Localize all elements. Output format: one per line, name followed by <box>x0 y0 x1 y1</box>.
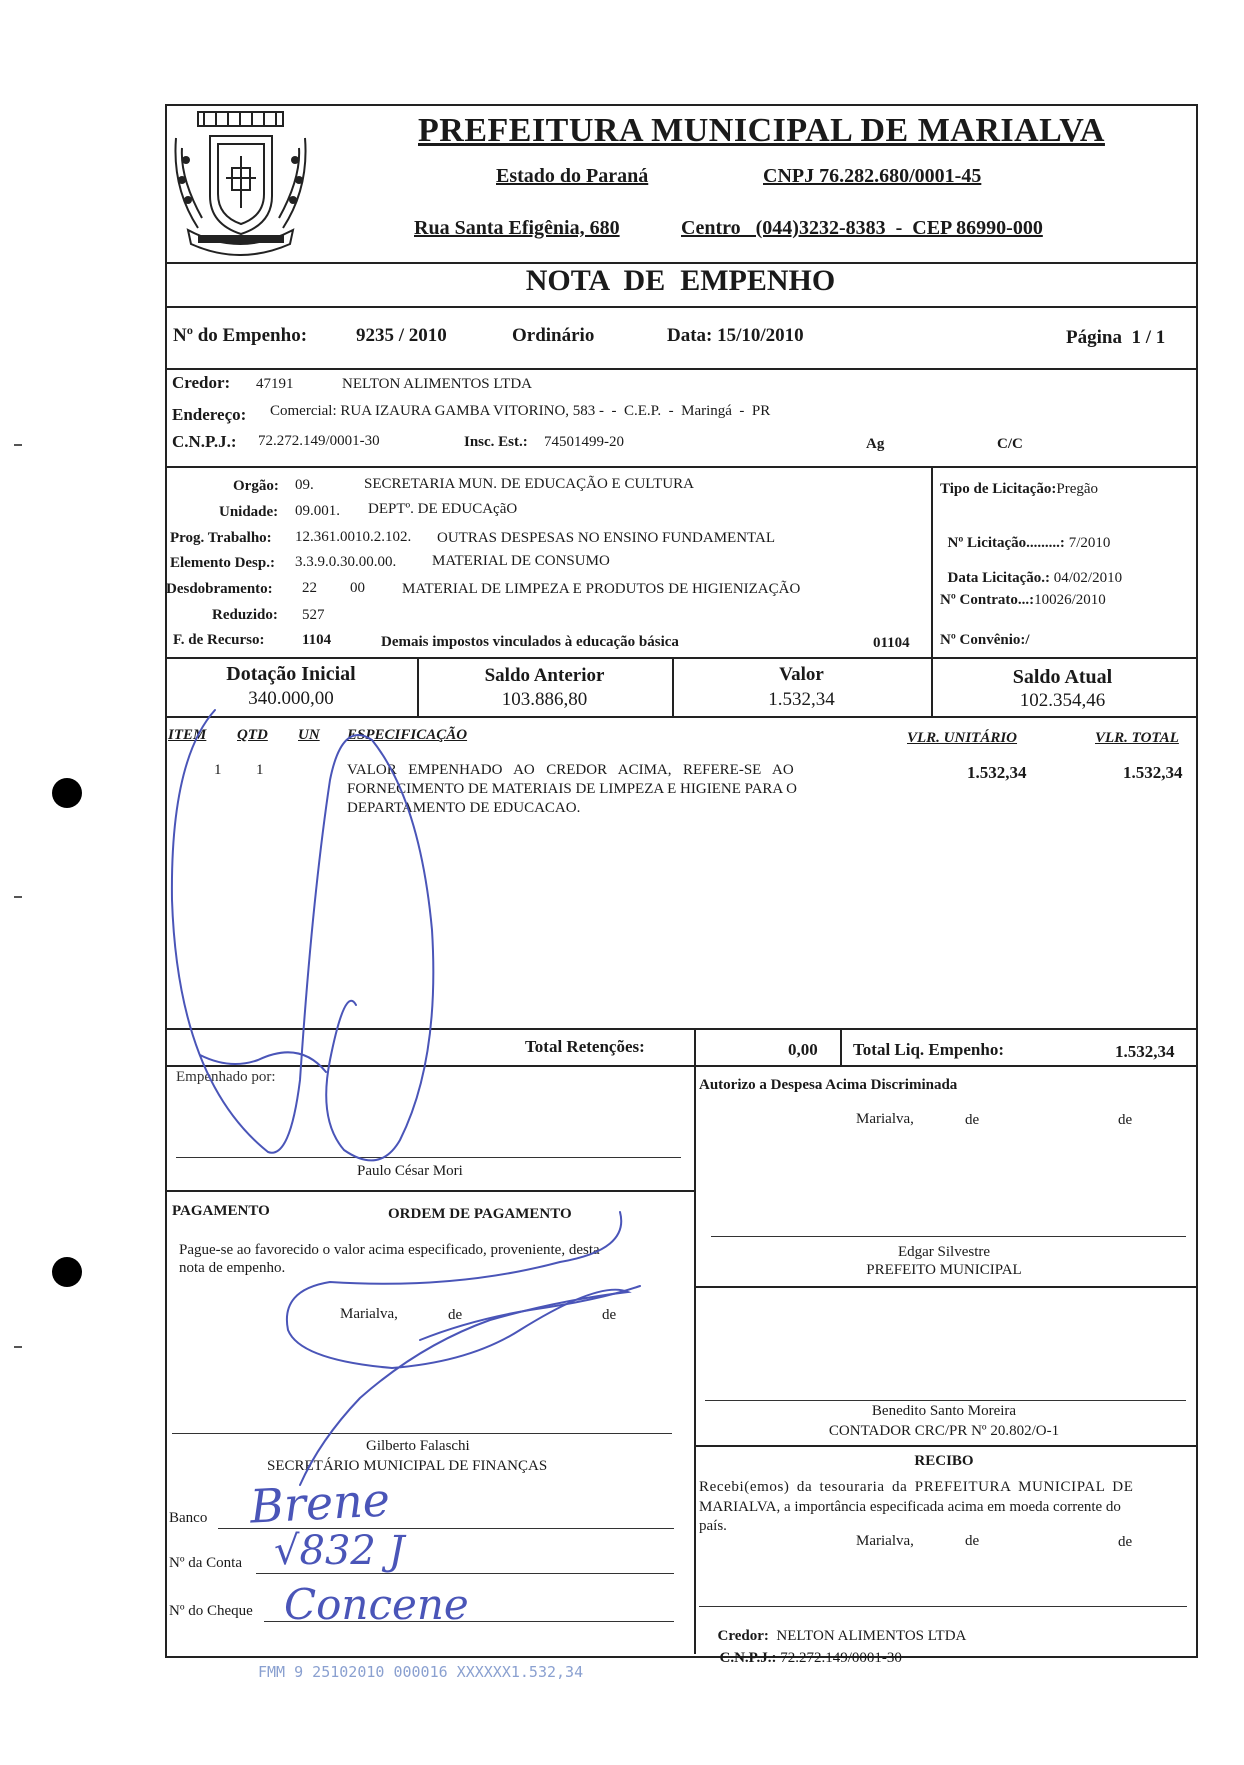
numero-licitacao-value: 7/2010 <box>1068 535 1111 551</box>
tipo-licitacao <box>940 481 1098 498</box>
dotacao-inicial-value: 340.000,00 <box>248 688 334 709</box>
item-number: 1 <box>214 762 222 778</box>
recibo-de-2: de <box>1118 1534 1133 1550</box>
orgao-label: Orgão: <box>233 478 279 494</box>
total-retencoes-value: 0,00 <box>788 1040 818 1059</box>
valor-value: 1.532,34 <box>768 689 835 710</box>
col-item: ITEM <box>168 727 207 743</box>
account-label: C/C <box>997 436 1023 452</box>
autorizo-label: Autorizo a Despesa Acima Discriminada <box>699 1077 958 1093</box>
recibo-cnpj <box>712 1633 902 1667</box>
prefeito-name: Edgar Silvestre <box>897 1244 991 1260</box>
reduzido-label: Reduzido: <box>212 607 278 623</box>
recibo-credor-label: Credor: <box>717 1628 769 1644</box>
recurso-name: Demais impostos vinculados à educação básica <box>381 634 679 650</box>
insc-est-label: Insc. Est.: <box>464 434 528 450</box>
tipo-licitacao-label: Tipo de Licitação: <box>940 481 1057 497</box>
cnpj-label: CNPJ 76.282.680/0001-45 <box>763 165 982 187</box>
margin-mark <box>14 444 22 446</box>
item-spec-line-1: VALOR EMPENHADO AO CREDOR ACIMA, REFERE-SE AO <box>347 762 794 778</box>
recurso-code-2: 01104 <box>873 635 910 651</box>
municipality-title: PREFEITURA MUNICIPAL DE MARIALVA <box>418 112 1105 149</box>
item-spec-line-2: FORNECIMENTO DE MATERIAIS DE LIMPEZA E HIGIENE PARA O <box>347 781 798 797</box>
recibo-cnpj-value: 72.272.149/0001-30 <box>780 1650 902 1666</box>
total-liquido-value: 1.532,34 <box>1115 1042 1175 1061</box>
banco-handwritten: Brene <box>248 1472 392 1534</box>
prog-trabalho-name: OUTRAS DESPESAS NO ENSINO FUNDAMENTAL <box>437 530 775 546</box>
pagamento-city: Marialva, <box>340 1306 398 1322</box>
reduzido-value: 527 <box>302 607 325 623</box>
total-liquido-label: Total Liq. Empenho: <box>853 1040 1004 1059</box>
prefeito-title: PREFEITO MUNICIPAL <box>866 1262 1022 1278</box>
pagamento-text-line-2: nota de empenho. <box>179 1260 286 1276</box>
prog-trabalho-code: 12.361.0010.2.102. <box>295 529 412 545</box>
pagamento-text-line-1: Pague-se ao favorecido o valor acima especificado, proveniente, desta <box>179 1242 600 1258</box>
item-qtd: 1 <box>256 762 264 778</box>
unidade-label: Unidade: <box>219 504 279 520</box>
credor-cnpj-label: C.N.P.J.: <box>172 432 237 451</box>
elemento-name: MATERIAL DE CONSUMO <box>432 553 610 569</box>
saldo-anterior-value: 103.886,80 <box>501 689 588 710</box>
autorizo-city: Marialva, <box>856 1111 914 1127</box>
recibo-cnpj-label: C.N.P.J.: <box>719 1650 777 1666</box>
cheque-label: Nº do Cheque <box>169 1603 253 1619</box>
pagamento-de-2: de <box>602 1307 617 1323</box>
municipal-coat-of-arms <box>168 108 313 256</box>
col-vlr-unitario: VLR. UNITÁRIO <box>907 730 1018 746</box>
desdobramento-sub: 00 <box>350 580 365 596</box>
document-title: NOTA DE EMPENHO <box>525 264 836 297</box>
desdobramento-name: MATERIAL DE LIMPEZA E PRODUTOS DE HIGIENIZAÇÃO <box>402 581 801 597</box>
recibo-text-line-3: país. <box>699 1518 727 1534</box>
recibo-text-line-1: Recebi(emos) da tesouraria da PREFEITURA MUNICIPAL DE <box>699 1479 1134 1495</box>
bank-authentication-stamp: FMM 9 25102010 000016 XXXXXX1.532,34 <box>258 1663 584 1681</box>
data-licitacao-label: Data Licitação.: <box>947 570 1050 586</box>
pagamento-de-1: de <box>448 1307 463 1323</box>
margin-mark <box>14 1346 22 1348</box>
recibo-label: RECIBO <box>914 1453 974 1469</box>
conta-handwritten: √832 J <box>274 1528 405 1574</box>
credor-code: 47191 <box>256 376 294 392</box>
agency-label: Ag <box>866 436 885 452</box>
empenhado-por-label: Empenhado por: <box>176 1069 276 1085</box>
numero-convenio-label: Nº Convênio:/ <box>940 632 1030 648</box>
empenhado-por-name: Paulo César Mori <box>357 1163 463 1179</box>
credor-label: Credor: <box>172 373 231 392</box>
recurso-code: 1104 <box>302 632 332 648</box>
item-vlr-unitario: 1.532,34 <box>967 763 1027 782</box>
recibo-text-line-2: MARIALVA, a importância especificada acima em moeda corrente do <box>699 1499 1121 1515</box>
dotacao-inicial-label: Dotação Inicial <box>226 663 356 685</box>
margin-mark <box>14 896 22 898</box>
punch-hole-bottom <box>52 1257 82 1287</box>
numero-licitacao <box>940 518 1110 552</box>
orgao-name: SECRETARIA MUN. DE EDUCAÇÃO E CULTURA <box>364 476 694 492</box>
district-phone-cep: Centro (044)3232-8383 - CEP 86990-000 <box>681 217 1043 239</box>
secretario-name: Gilberto Falaschi <box>366 1438 470 1454</box>
saldo-anterior-label: Saldo Anterior <box>484 665 605 686</box>
autorizo-de-2: de <box>1118 1112 1133 1128</box>
saldo-atual-label: Saldo Atual <box>1012 666 1113 688</box>
empenho-number: 9235 / 2010 <box>356 325 447 346</box>
ordem-pagamento-label: ORDEM DE PAGAMENTO <box>388 1206 572 1222</box>
prog-trabalho-label: Prog. Trabalho: <box>170 530 272 546</box>
banco-label: Banco <box>169 1510 208 1526</box>
elemento-code: 3.3.9.0.30.00.00. <box>295 554 397 570</box>
credor-name: NELTON ALIMENTOS LTDA <box>342 376 533 392</box>
total-retencoes-label: Total Retenções: <box>525 1037 645 1056</box>
data-licitacao-value: 04/02/2010 <box>1053 570 1123 586</box>
item-spec-line-3: DEPARTAMENTO DE EDUCACAO. <box>347 800 581 816</box>
insc-est-value: 74501499-20 <box>544 434 624 450</box>
numero-contrato-value: 10026/2010 <box>1034 592 1106 608</box>
valor-label: Valor <box>779 664 824 685</box>
elemento-label: Elemento Desp.: <box>170 555 275 571</box>
empenho-date: Data: 15/10/2010 <box>667 325 804 346</box>
pagamento-label: PAGAMENTO <box>172 1203 270 1219</box>
numero-licitacao-label: Nº Licitação.........: <box>947 535 1065 551</box>
item-vlr-total: 1.532,34 <box>1123 763 1183 782</box>
unidade-name: DEPTº. DE EDUCAçãO <box>368 501 518 517</box>
recurso-label: F. de Recurso: <box>173 632 265 648</box>
data-licitacao <box>940 553 1122 587</box>
numero-contrato-label: Nº Contrato...: <box>940 592 1035 608</box>
unidade-code: 09.001. <box>295 503 340 519</box>
tipo-licitacao-value: Pregão <box>1056 481 1099 497</box>
cheque-handwritten: Concene <box>284 1580 469 1629</box>
autorizo-de-1: de <box>965 1112 980 1128</box>
street-address: Rua Santa Efigênia, 680 <box>414 217 620 239</box>
recibo-credor-name: NELTON ALIMENTOS LTDA <box>776 1628 967 1644</box>
conta-label: Nº da Conta <box>169 1555 242 1571</box>
state-label: Estado do Paraná <box>496 165 649 187</box>
endereco-label: Endereço: <box>172 405 247 424</box>
col-qtd: QTD <box>237 727 268 743</box>
orgao-code: 09. <box>295 477 314 493</box>
empenho-number-label: Nº do Empenho: <box>173 325 308 346</box>
desdobramento-code: 22 <box>302 580 317 596</box>
desdobramento-label: Desdobramento: <box>166 581 273 597</box>
endereco-value: Comercial: RUA IZAURA GAMBA VITORINO, 583 - - C.E.P. - Maringá - PR <box>270 403 771 419</box>
col-especificacao: ESPECIFICAÇÃO <box>347 727 468 743</box>
secretario-title: SECRETÁRIO MUNICIPAL DE FINANÇAS <box>267 1458 548 1474</box>
recibo-de-1: de <box>965 1533 980 1549</box>
page-number: Página 1 / 1 <box>1066 327 1166 348</box>
punch-hole-top <box>52 778 82 808</box>
col-vlr-total: VLR. TOTAL <box>1095 730 1179 746</box>
credor-cnpj: 72.272.149/0001-30 <box>258 433 380 449</box>
contador-name: Benedito Santo Moreira <box>871 1403 1017 1419</box>
numero-contrato <box>940 592 1106 609</box>
saldo-atual-value: 102.354,46 <box>1019 690 1106 711</box>
contador-title: CONTADOR CRC/PR Nº 20.802/O-1 <box>828 1423 1060 1439</box>
col-un: UN <box>298 727 320 743</box>
empenho-type: Ordinário <box>512 325 595 346</box>
recibo-city: Marialva, <box>856 1533 914 1549</box>
